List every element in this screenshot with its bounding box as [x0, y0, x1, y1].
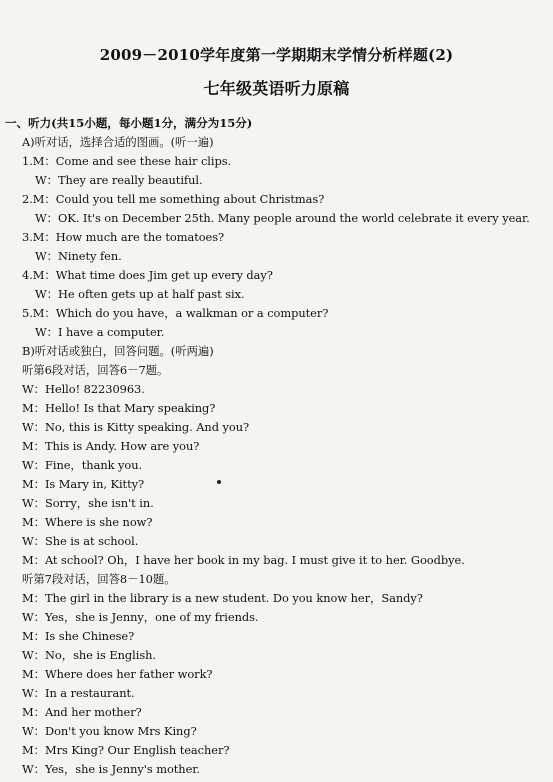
transcript-line: W：No, this is Kitty speaking. And you? [22, 420, 250, 434]
transcript-line: 5.M：Which do you have，a walkman or a computer? [22, 306, 329, 320]
transcript-line: M：Mrs King? Our English teacher? [22, 743, 230, 757]
transcript-line: W：They are really beautiful. [35, 173, 203, 187]
transcript-line: W：Don't you know Mrs King? [22, 724, 197, 738]
transcript-line: W：I have a computer. [35, 325, 165, 339]
transcript-line: W：Hello! 82230963. [22, 382, 145, 396]
transcript-line: 听第6段对话，回答6－7题。 [22, 363, 169, 377]
transcript-line: B)听对话或独白，回答问题。(听两遍) [22, 344, 214, 358]
transcript-line: M：Hello! Is that Mary speaking? [22, 401, 216, 415]
transcript-line: M：The girl in the library is a new student. Do you know her，Sandy? [22, 591, 423, 605]
transcript-line: M：At school? Oh，I have her book in my bag. I must give it to her. Goodbye. [22, 553, 465, 567]
transcript-line: 1.M：Come and see these hair clips. [22, 154, 232, 168]
transcript-line: W：Sorry，she isn't in. [22, 496, 154, 510]
transcript-line: M：This is Andy. How are you? [22, 439, 200, 453]
transcript-line: M：Where is she now? [22, 515, 153, 529]
transcript-line: W：In a restaurant. [22, 686, 135, 700]
transcript-lines [0, 114, 553, 779]
transcript-line: M：And her mother? [22, 705, 142, 719]
transcript-line: 4.M：What time does Jim get up every day? [22, 268, 273, 282]
document-subtitle: 七年级英语听力原稿 [203, 79, 350, 98]
transcript-line: 2.M：Could you tell me something about Christmas? [22, 192, 325, 206]
transcript-line: W：Fine，thank you. [22, 458, 143, 472]
transcript-line: W：He often gets up at half past six. [35, 287, 245, 301]
transcript-line: A)听对话，选择合适的图画。(听一遍) [22, 135, 214, 149]
transcript-line: M：Where does her father work? [22, 667, 213, 681]
transcript-line: W：No，she is English. [22, 648, 156, 662]
transcript-line: M：Is Mary in, Kitty? [22, 477, 145, 491]
transcript-line: 3.M：How much are the tomatoes? [22, 230, 225, 244]
document-title: 2009－2010学年度第一学期期末学情分析样题(2) [99, 46, 454, 64]
transcript-line: W：She is at school. [22, 534, 139, 548]
ink-dot-mark [217, 480, 221, 484]
transcript-line: W：Yes，she is Jenny's mother. [22, 762, 200, 776]
transcript-line: M：Is she Chinese? [22, 629, 135, 643]
transcript-line: W：Ninety fen. [35, 249, 122, 263]
transcript-line: 听第7段对话，回答8－10题。 [22, 572, 176, 586]
transcript-line: W：OK. It's on December 25th. Many people around the world celebrate it every year. [35, 211, 530, 225]
transcript-line: W：Yes，she is Jenny，one of my friends. [22, 610, 259, 624]
section-heading: 一、听力(共15小题，每小题1分，满分为15分) [5, 116, 253, 130]
